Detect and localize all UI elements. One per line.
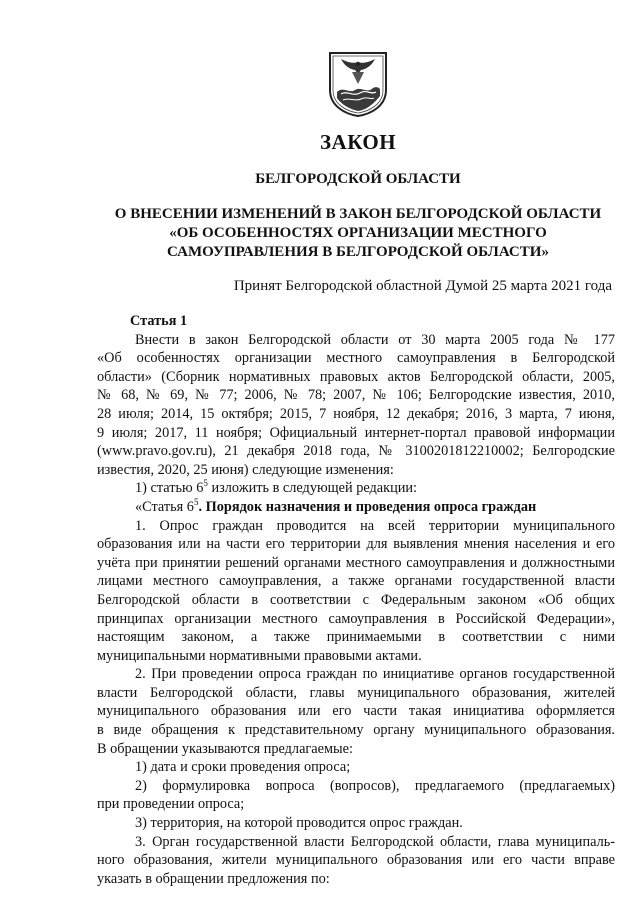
body-line: В обращении указываются предлагаемые:	[97, 740, 353, 757]
document-title: ЗАКОН	[319, 130, 397, 154]
subject-line: «ОБ ОСОБЕННОСТЯХ ОРГАНИЗАЦИИ МЕСТНОГО	[169, 225, 547, 241]
body-line: 1. Опрос граждан проводится на всей территории муниципального	[135, 517, 615, 534]
belgorod-coat-of-arms-icon	[327, 50, 389, 118]
list-item: 3) территория, на которой проводится опрос граждан.	[135, 815, 463, 832]
body-line: Белгородской области в соответствии с Федеральным законом «Об общих	[97, 591, 615, 608]
subject-line: САМОУПРАВЛЕНИЯ В БЕЛГОРОДСКОЙ ОБЛАСТИ»	[167, 244, 549, 260]
body-line: указать в обращении предложения по:	[97, 870, 330, 887]
new-article-heading: «Статья $6^5$. Порядок назначения и проведения опроса граждан	[135, 497, 537, 515]
list-item: 1) дата и сроки проведения опроса;	[135, 759, 351, 776]
document-body	[97, 312, 615, 888]
body-line: ного образования, жители муниципального образования или его части вправе	[97, 852, 615, 869]
body-line: образования или на части его территории для выявления мнения населения и его	[97, 536, 615, 553]
body-line: области» (Сборник нормативных правовых актов Белгородской области, 2005,	[97, 368, 615, 385]
list-item: при проведении опроса;	[97, 796, 245, 813]
body-line: № 68, № 69, № 77; 2006, № 78; 2007, № 106; Белгородские известия, 2010,	[97, 387, 615, 404]
body-line: муниципального образования или его части такая инициатива оформляется	[97, 703, 615, 720]
body-line: 3. Орган государственной власти Белгородской области, глава муниципаль-	[135, 833, 615, 850]
body-line: настоящим законом, а также принимаемыми в соответствии с ними	[97, 629, 615, 646]
body-line: (www.pravo.gov.ru), 21 декабря 2018 года, № 3100201812210002; Белгородские	[97, 443, 615, 460]
body-line: 2. При проведении опроса граждан по инициативе органов государственной	[135, 666, 615, 683]
body-line: в виде обращения к представительному органу муниципального образования.	[97, 722, 615, 739]
body-line: власти Белгородской области, главы муниципального образования, жителей	[97, 684, 615, 701]
body-line: 9 июля; 2017, 11 ноября; Официальный интернет-портал правовой информации	[97, 424, 615, 441]
body-line: принципах организации местного самоуправления в Российской Федерации»,	[97, 610, 615, 627]
subject-line: О ВНЕСЕНИИ ИЗМЕНЕНИЙ В ЗАКОН БЕЛГОРОДСКОЙ ОБЛАСТИ	[114, 206, 602, 222]
document-subject	[0, 205, 640, 262]
document-region: БЕЛГОРОДСКОЙ ОБЛАСТИ	[255, 171, 461, 187]
body-line: 28 июля; 2014, 15 октября; 2015, 7 ноября, 12 декабря; 2016, 3 марта, 7 июня,	[97, 405, 615, 422]
article-heading: Статья 1	[130, 313, 188, 329]
body-line: «Об особенностях организации местного самоуправления в Белгородской	[97, 350, 615, 367]
body-line: муниципальными нормативными правовыми актами.	[97, 647, 422, 664]
body-line: учёта при принятии решений органами местного самоуправления и должностными	[97, 554, 615, 571]
list-item: 2) формулировка вопроса (вопросов), предлагаемого (предлагаемых)	[135, 777, 615, 794]
body-line: Внести в закон Белгородской области от 30 марта 2005 года № 177	[135, 331, 615, 348]
adoption-note: Принят Белгородской областной Думой 25 марта 2021 года	[233, 278, 612, 294]
body-line: известия, 2020, 25 июня) следующие изменения:	[97, 461, 394, 478]
body-line: лицами местного самоуправления, а также органами государственной власти	[97, 573, 615, 590]
amendment-item: 1) статью $6^5$ изложить в следующей редакции:	[135, 478, 418, 497]
